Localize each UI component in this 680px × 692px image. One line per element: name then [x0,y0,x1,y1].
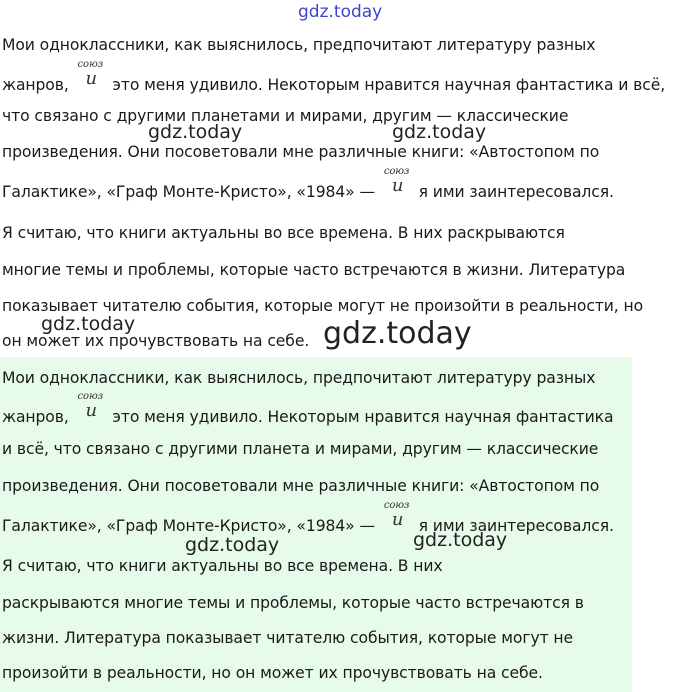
text-fragment: я ими заинтересовался. [418,517,614,535]
text-fragment: жанров, [2,408,69,426]
text-line: и всё, что связано с другими планета и мирами, другим — классические [2,440,599,458]
conjunction-letter: и [391,175,404,196]
annotation-label: союз [77,59,104,70]
text-line: произведения. Они посоветовали мне различные книги: «Автостопом по [2,143,600,161]
text-line: жизни. Литература показывает читателю события, которые могут не [2,629,573,647]
text-line [2,166,614,201]
annotation-label: союз [383,166,410,177]
text-fragment: это меня удивило. Некоторым нравится научная фантастика и всё, [112,76,666,94]
conjunction-annotation [380,500,414,531]
watermark: gdz.today [41,313,136,335]
watermark: gdz.today [148,121,243,143]
text-line: произойти в реальности, но он может их прочувствовать на себе. [2,664,543,682]
text-line: раскрываются многие темы и проблемы, которые часто встречаются в [2,594,584,612]
conjunction-annotation [74,391,108,422]
text-fragment: Галактике», «Граф Монте-Кристо», «1984» — [2,183,375,201]
text-fragment: Галактике», «Граф Монте-Кристо», «1984» — [2,517,375,535]
text-fragment: я ими заинтересовался. [418,183,614,201]
text-line: показывает читателю события, которые могут не произойти в реальности, но [2,297,644,315]
text-line: многие темы и проблемы, которые часто встречаются в жизни. Литература [2,261,626,279]
text-line [2,391,614,426]
conjunction-annotation [74,59,108,90]
annotation-label: союз [383,500,410,511]
watermark: gdz.today [413,529,508,551]
text-line: что связано с другими планетами и мирами, другим — классические [2,107,569,125]
watermark: gdz.today [323,316,472,351]
text-line: Мои одноклассники, как выяснилось, предпочитают литературу разных [2,36,596,54]
text-line: он может их прочувствовать на себе. [2,332,310,350]
text-fragment: это меня удивило. Некоторым нравится научная фантастика [112,408,614,426]
watermark: gdz.today [392,121,487,143]
annotation-label: союз [77,391,104,402]
text-line: произведения. Они посоветовали мне различные книги: «Автостопом по [2,477,600,495]
conjunction-letter: и [391,509,404,530]
text-line: Я считаю, что книги актуальны во все времена. В них раскрываются [2,224,565,242]
text-fragment: жанров, [2,76,69,94]
text-line [2,59,666,94]
text-line: Я считаю, что книги актуальны во все времена. В них [2,557,443,575]
watermark-link[interactable]: gdz.today [298,2,383,22]
conjunction-letter: и [85,68,98,89]
conjunction-annotation [380,166,414,197]
text-line: Мои одноклассники, как выяснилось, предпочитают литературу разных [2,369,596,387]
watermark: gdz.today [185,534,280,556]
conjunction-letter: и [85,400,98,421]
text-line [2,500,614,535]
